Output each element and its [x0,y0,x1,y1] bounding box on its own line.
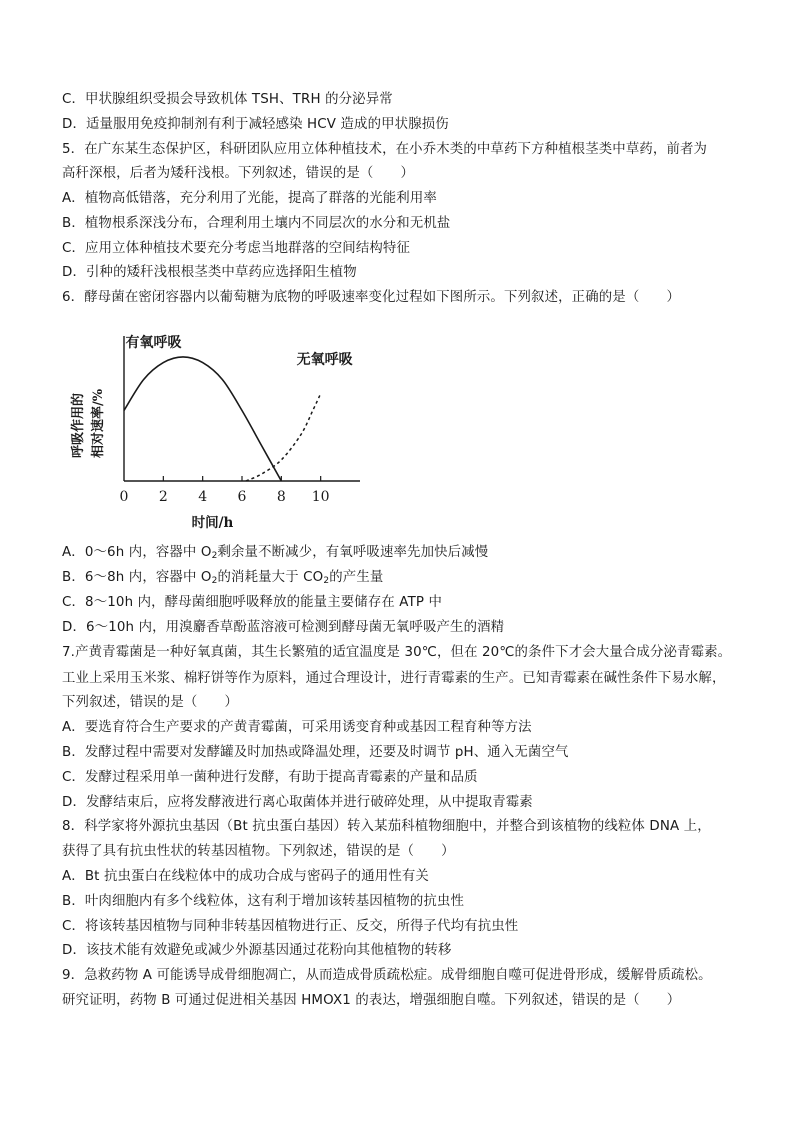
q6-option-b: B．6～8h 内，容器中 $O_2$的消耗量大于 $CO_2$的产生量 [62,570,384,586]
q8-stem-line2: 获得了具有抗虫性状的转基因植物。下列叙述，错误的是（ ） [62,844,455,859]
series-line-aerobic [124,357,281,481]
q7-option-c: C．发酵过程采用单一菌种进行发酵，有助于提高青霉素的产量和品质 [62,770,478,785]
q9-stem-line1: 9．急救药物 A 可能诱导成骨细胞凋亡，从而造成骨质疏松症。成骨细胞自噬可促进骨形成，缓解骨质疏松。 [62,968,712,983]
q5-stem-line1: 5．在广东某生态保护区，科研团队应用立体种植技术，在小乔木类的中草药下方种植根茎类中草药，前者为 [62,142,708,157]
q7-option-b: B．发酵过程中需要对发酵罐及时加热或降温处理，还要及时调节 pH、通入无菌空气 [62,745,569,760]
q5-option-c: C．应用立体种植技术要充分考虑当地群落的空间结构特征 [62,241,411,256]
x-tick-label-2: 4 [198,489,208,505]
q4-option-d: D．适量服用免疫抑制剂有利于减轻感染 HCV 造成的甲状腺损伤 [62,117,449,132]
q9-stem-line2: 研究证明，药物 B 可通过促进相关基因 HMOX1 的表达，增强细胞自噬。下列叙述，错误的是（ ） [62,993,681,1008]
q8-option-c: C．将该转基因植物与同种非转基因植物进行正、反交，所得子代均有抗虫性 [62,919,519,934]
q5-option-b: B．植物根系深浅分布，合理利用土壤内不同层次的水分和无机盐 [62,216,451,231]
q6-option-a: A．0～6h 内，容器中 $O_2$剩余量不断减少，有氧呼吸速率先加快后减慢 [62,545,489,561]
chart-svg [60,318,380,532]
q6-stem: 6．酵母菌在密闭容器内以葡萄糖为底物的呼吸速率变化过程如下图所示。下列叙述，正确的是（ ） [62,290,680,305]
x-tick-label-3: 6 [237,489,247,505]
q7-option-d: D．发酵结束后，应将发酵液进行离心取菌体并进行破碎处理，从中提取青霉素 [62,795,533,810]
q7-stem-line1: 7.产黄青霉菌是一种好氧真菌，其生长繁殖的适宜温度是 30℃，但在 20℃的条件下才会大量合成分泌青霉素。 [62,645,732,660]
q6-option-d: D．6～10h 内，用溴麝香草酚蓝溶液可检测到酵母菌无氧呼吸产生的酒精 [62,620,505,635]
q7-stem-line3: 下列叙述，错误的是（ ） [62,695,239,710]
x-tick-label-0: 0 [119,489,129,505]
q7-option-a: A．要选育符合生产要求的产黄青霉菌，可采用诱变育种或基因工程育种等方法 [62,720,532,735]
x-axis-label: 时间/h [191,515,234,531]
series-label-anaerobic: 无氧呼吸 [296,351,353,368]
q5-option-d: D．引种的矮秆浅根根茎类中草药应选择阳生植物 [62,265,357,280]
x-tick-label-5: 10 [311,489,330,505]
q6-option-c: C．8～10h 内，酵母菌细胞呼吸释放的能量主要储存在 ATP 中 [62,595,443,610]
y-axis-label-line1: 呼吸作用的 [71,392,86,458]
q8-stem-line1: 8．科学家将外源抗虫基因（Bt 抗虫蛋白基因）转入某茄科植物细胞中，并整合到该植物的线粒体 DNA 上， [62,819,711,834]
q8-option-b: B．叶肉细胞内有多个线粒体，这有利于增加该转基因植物的抗虫性 [62,894,465,909]
y-axis-label-line2: 相对速率/% [91,388,106,458]
q8-option-a: A．Bt 抗虫蛋白在线粒体中的成功合成与密码子的通用性有关 [62,869,429,884]
q4-option-c: C．甲状腺组织受损会导致机体 TSH、TRH 的分泌异常 [62,92,393,107]
q8-option-d: D．该技术能有效避免或减少外源基因通过花粉向其他植物的转移 [62,943,452,958]
q5-stem-line2: 高秆深根，后者为矮秆浅根。下列叙述，错误的是（ ） [62,166,415,181]
q7-stem-line2: 工业上采用玉米浆、棉籽饼等作为原料，通过合理设计，进行青霉素的生产。已知青霉素在碱性条件下易水解， [62,671,726,686]
q5-option-a: A．植物高低错落，充分利用了光能，提高了群落的光能利用率 [62,191,437,206]
x-tick-label-1: 2 [158,489,168,505]
series-label-aerobic: 有氧呼吸 [125,334,182,351]
respiration-rate-chart [60,318,380,532]
x-tick-label-4: 8 [276,489,286,505]
